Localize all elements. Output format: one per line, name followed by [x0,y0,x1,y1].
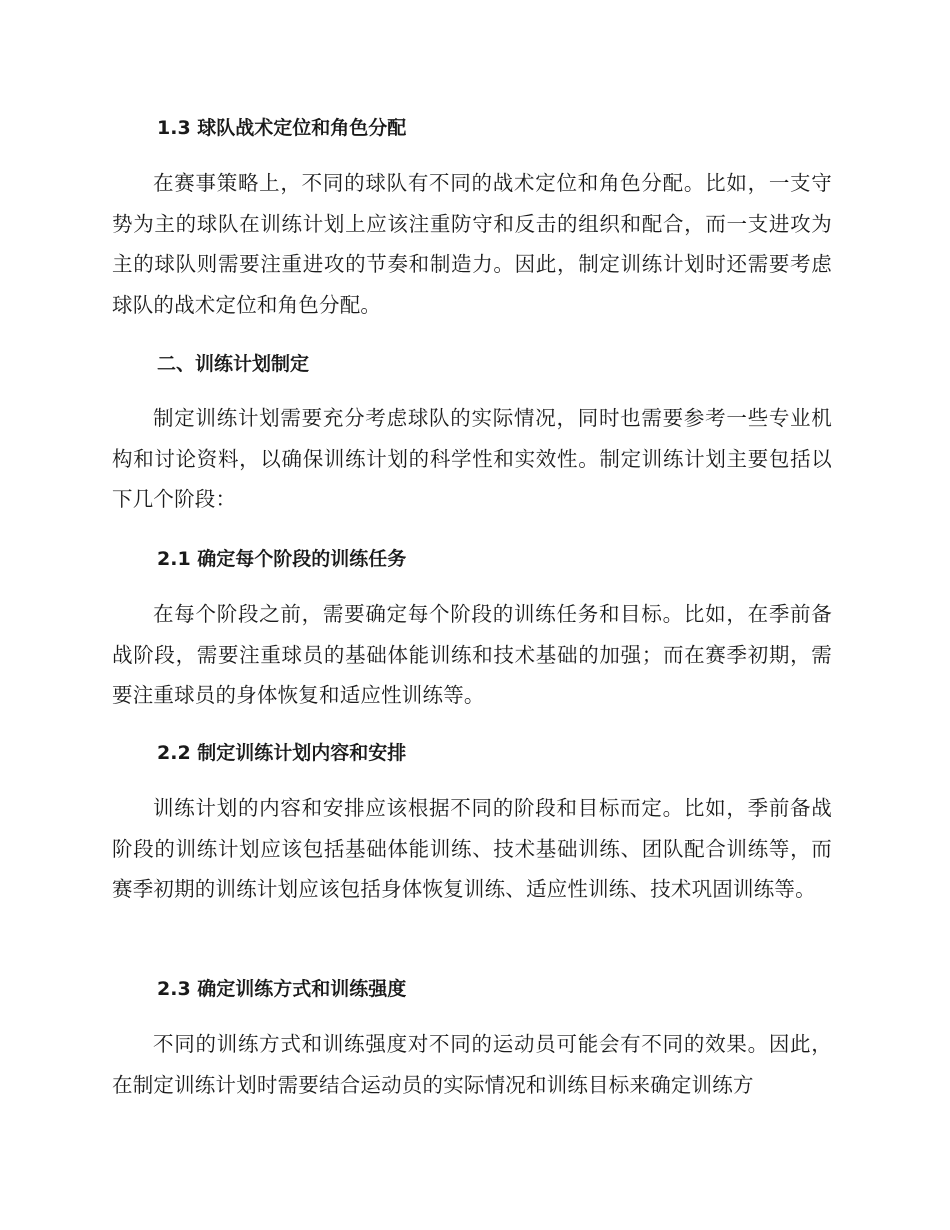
paragraph-stage-tasks: 在每个阶段之前，需要确定每个阶段的训练任务和目标。比如，在季前备战阶段，需要注重球员的基础体能训练和技术基础的加强；而在赛季初期，需要注重球员的身体恢复和适应性训练等。 [112,602,832,708]
paragraph-tactics: 在赛事策略上，不同的球队有不同的战术定位和角色分配。比如，一支守势为主的球队在训练计划上应该注重防守和反击的组织和配合，而一支进攻为主的球队则需要注重进攻的节奏和制造力。因此，制定训练计划时还需要考虑球队的战术定位和角色分配。 [112,171,832,318]
paragraph-plan-content: 训练计划的内容和安排应该根据不同的阶段和目标而定。比如，季前备战阶段的训练计划应该包括基础体能训练、技术基础训练、团队配合训练等，而赛季初期的训练计划应该包括身体恢复训练、适应性训练、技术巩固训练等。 [112,796,832,902]
paragraph-training-intensity: 不同的训练方式和训练强度对不同的运动员可能会有不同的效果。因此，在制定训练计划时需要结合运动员的实际情况和训练目标来确定训练方 [112,1032,832,1097]
chapter-heading-2: 二、训练计划制定 [157,353,310,375]
section-heading-1-3: 1.3 球队战术定位和角色分配 [157,117,407,139]
section-heading-2-3: 2.3 确定训练方式和训练强度 [157,978,407,1000]
paragraph-plan-intro: 制定训练计划需要充分考虑球队的实际情况，同时也需要参考一些专业机构和讨论资料，以确保训练计划的科学性和实效性。制定训练计划主要包括以下几个阶段： [112,406,832,512]
section-heading-2-2: 2.2 制定训练计划内容和安排 [157,742,407,764]
section-heading-2-1: 2.1 确定每个阶段的训练任务 [157,548,407,570]
